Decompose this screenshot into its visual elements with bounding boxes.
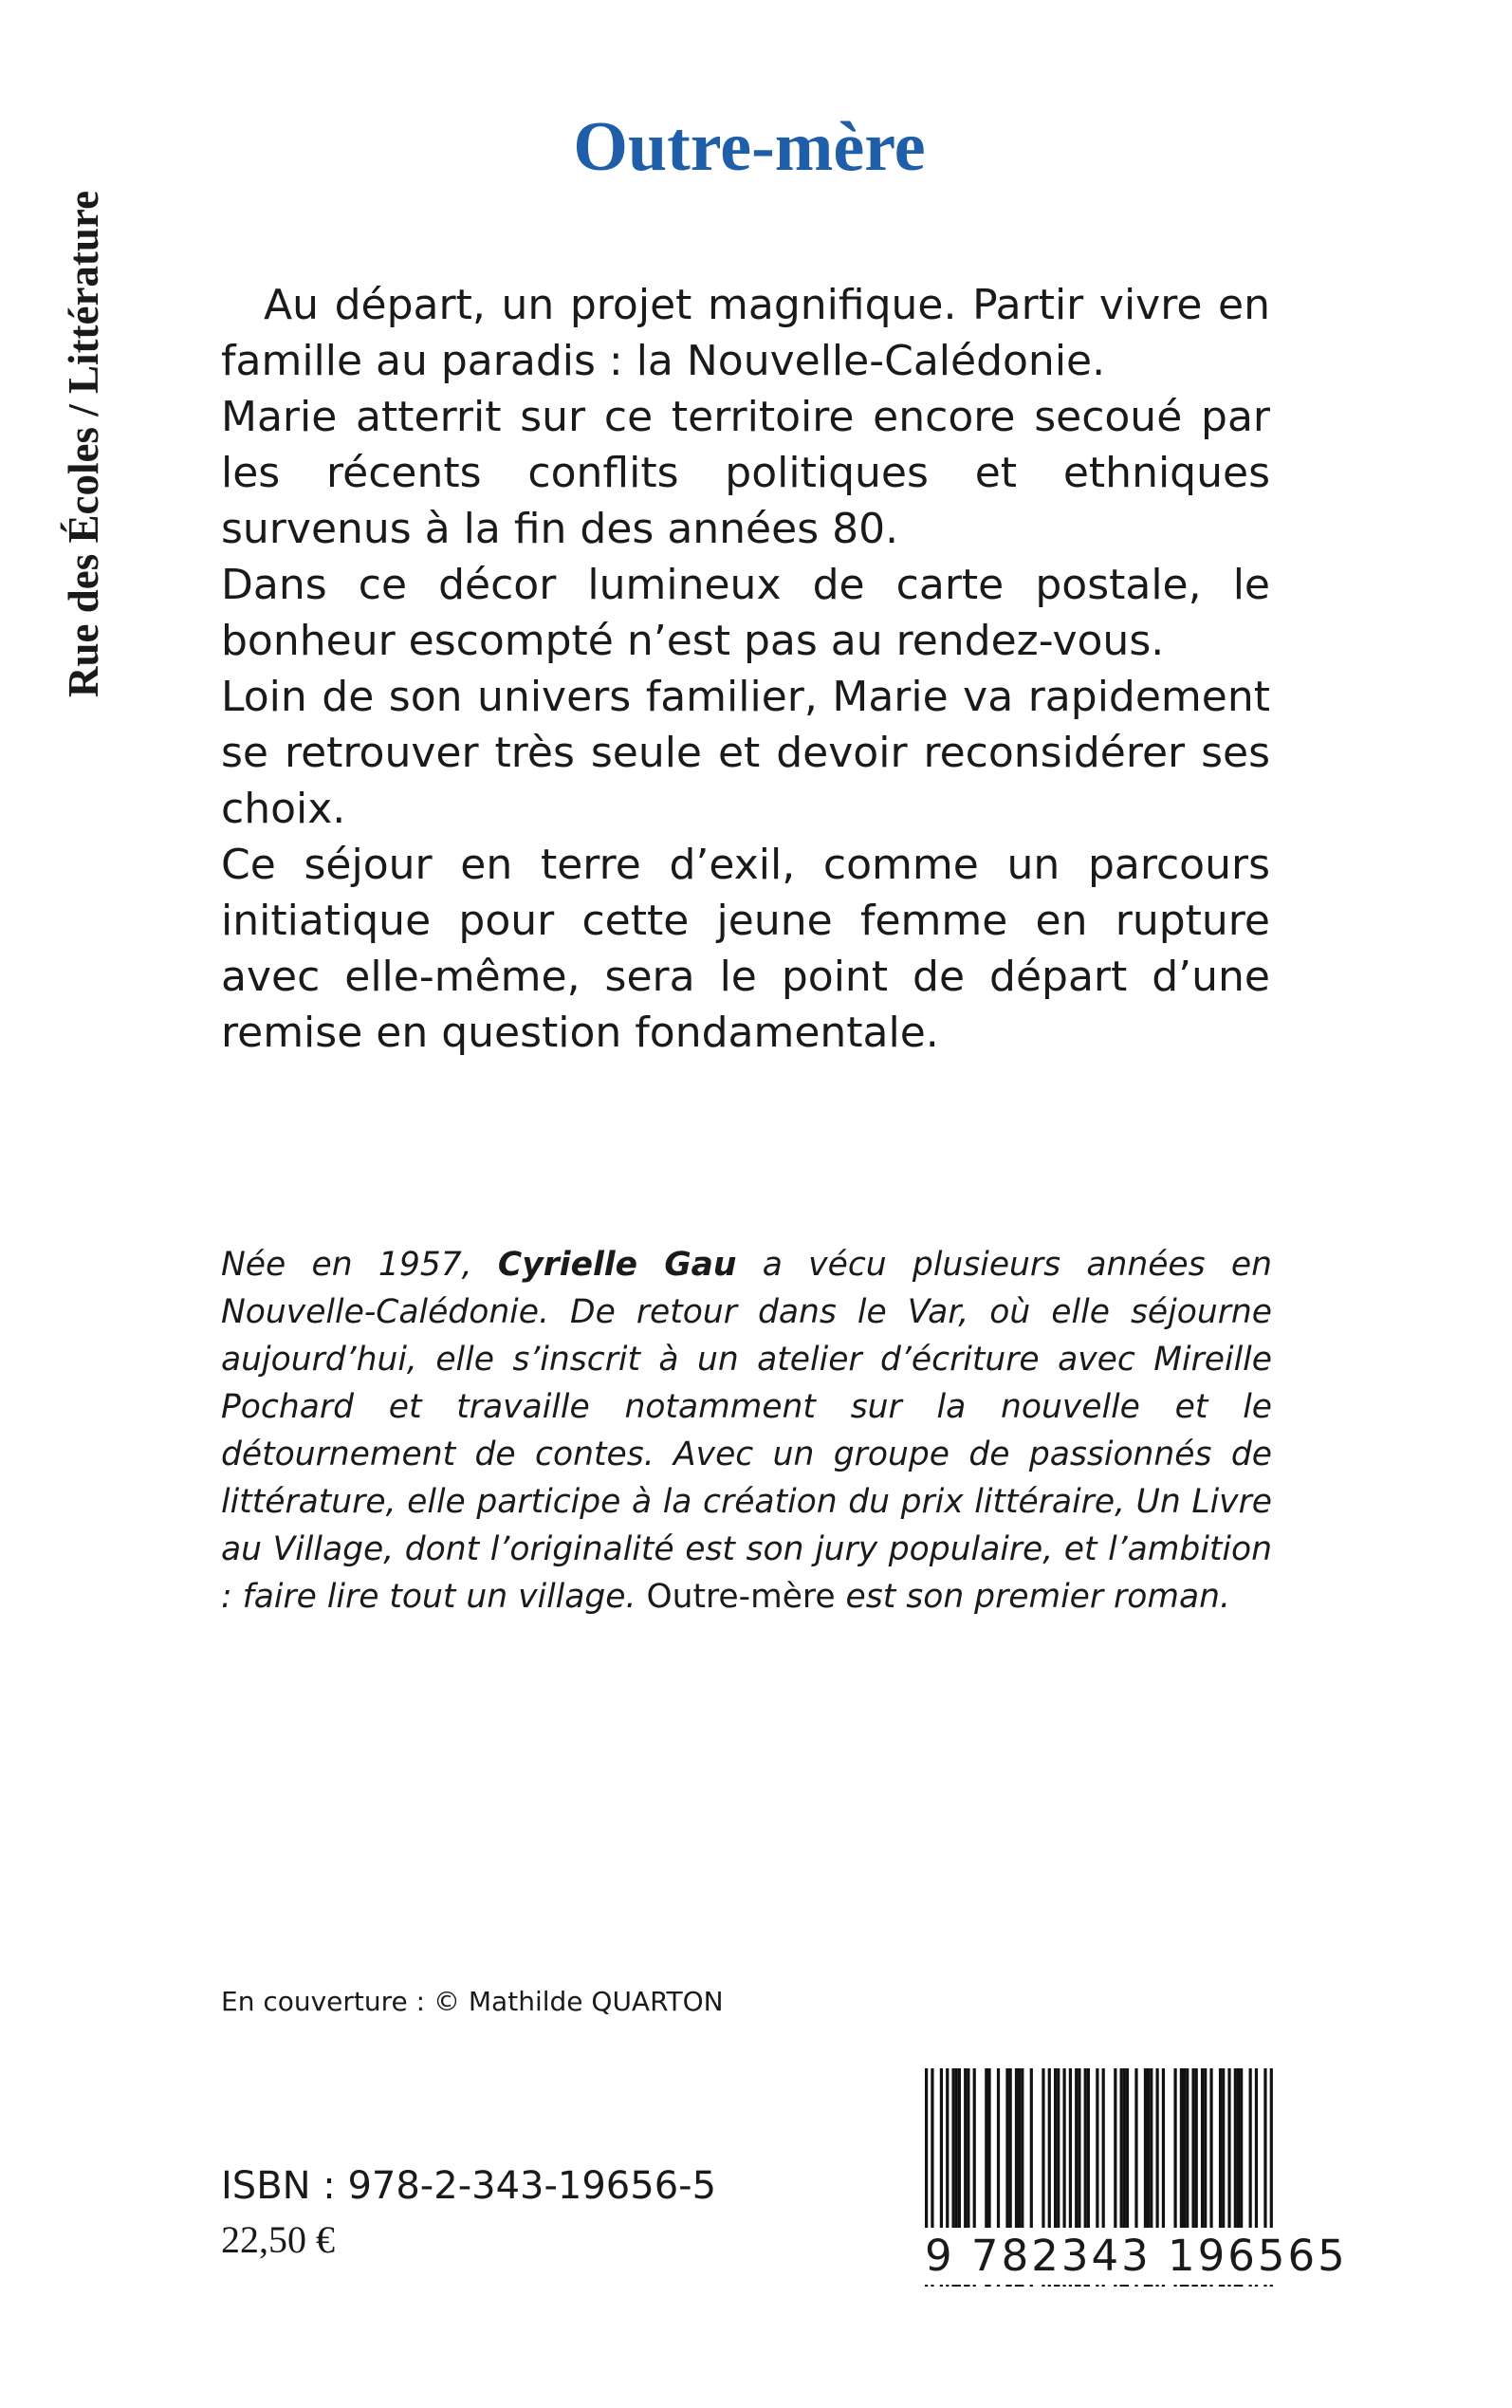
spine-label xyxy=(55,109,112,697)
bio-body: a vécu plusieurs années en Nouvelle-Calédonie. De retour dans le Var, où elle séjourne aujourd’hui, elle s’inscrit à un atelier d’écriture avec Mireille Pochard et travaille notamment sur la nouvelle et le détournement de contes. Avec un groupe de passionnés de littérature, elle participe à la création du prix littéraire, Un Livre au Village, dont l’originalité est son jury populaire, et l’ambition : faire lire tout un village. xyxy=(221,1246,1272,1616)
price-label: 22,50 € xyxy=(221,2218,335,2261)
author-name: Cyrielle Gau xyxy=(497,1246,737,1284)
bio-book-title: Outre-mère xyxy=(646,1578,836,1616)
isbn-number: ISBN : 978-2-343-19656-5 xyxy=(221,2164,717,2208)
collection-label: Rue des Écoles / Littérature xyxy=(60,190,107,697)
summary-paragraph: Au départ, un projet magnifique. Partir vivre en famille au paradis : la Nouvelle-Calédonie. xyxy=(221,281,1270,385)
barcode-digits: 9 782343 196565 xyxy=(925,2228,1276,2285)
book-title: Outre-mère xyxy=(573,108,926,186)
summary-paragraph: Loin de son univers familier, Marie va rapidement se retrouver très seule et devoir reconsidérer ses choix. xyxy=(221,673,1270,833)
summary-paragraph: Marie atterrit sur ce territoire encore secoué par les récents conflits politiques et ethniques survenus à la fin des années 80. xyxy=(221,393,1270,553)
cover-credit: En couverture : © Mathilde QUARTON xyxy=(221,1986,724,2017)
summary-paragraph: Dans ce décor lumineux de carte postale, le bonheur escompté n’est pas au rendez-vous. xyxy=(221,561,1270,665)
bio-lead: Née en 1957, xyxy=(221,1246,498,1284)
book-summary xyxy=(221,277,1270,1061)
author-bio xyxy=(221,1241,1272,1621)
bio-tail: est son premier roman. xyxy=(835,1578,1230,1616)
summary-paragraph: Ce séjour en terre d’exil, comme un parcours initiatique pour cette jeune femme en rupture avec elle-même, sera le point de départ d’une remise en question fondamentale. xyxy=(221,841,1270,1057)
